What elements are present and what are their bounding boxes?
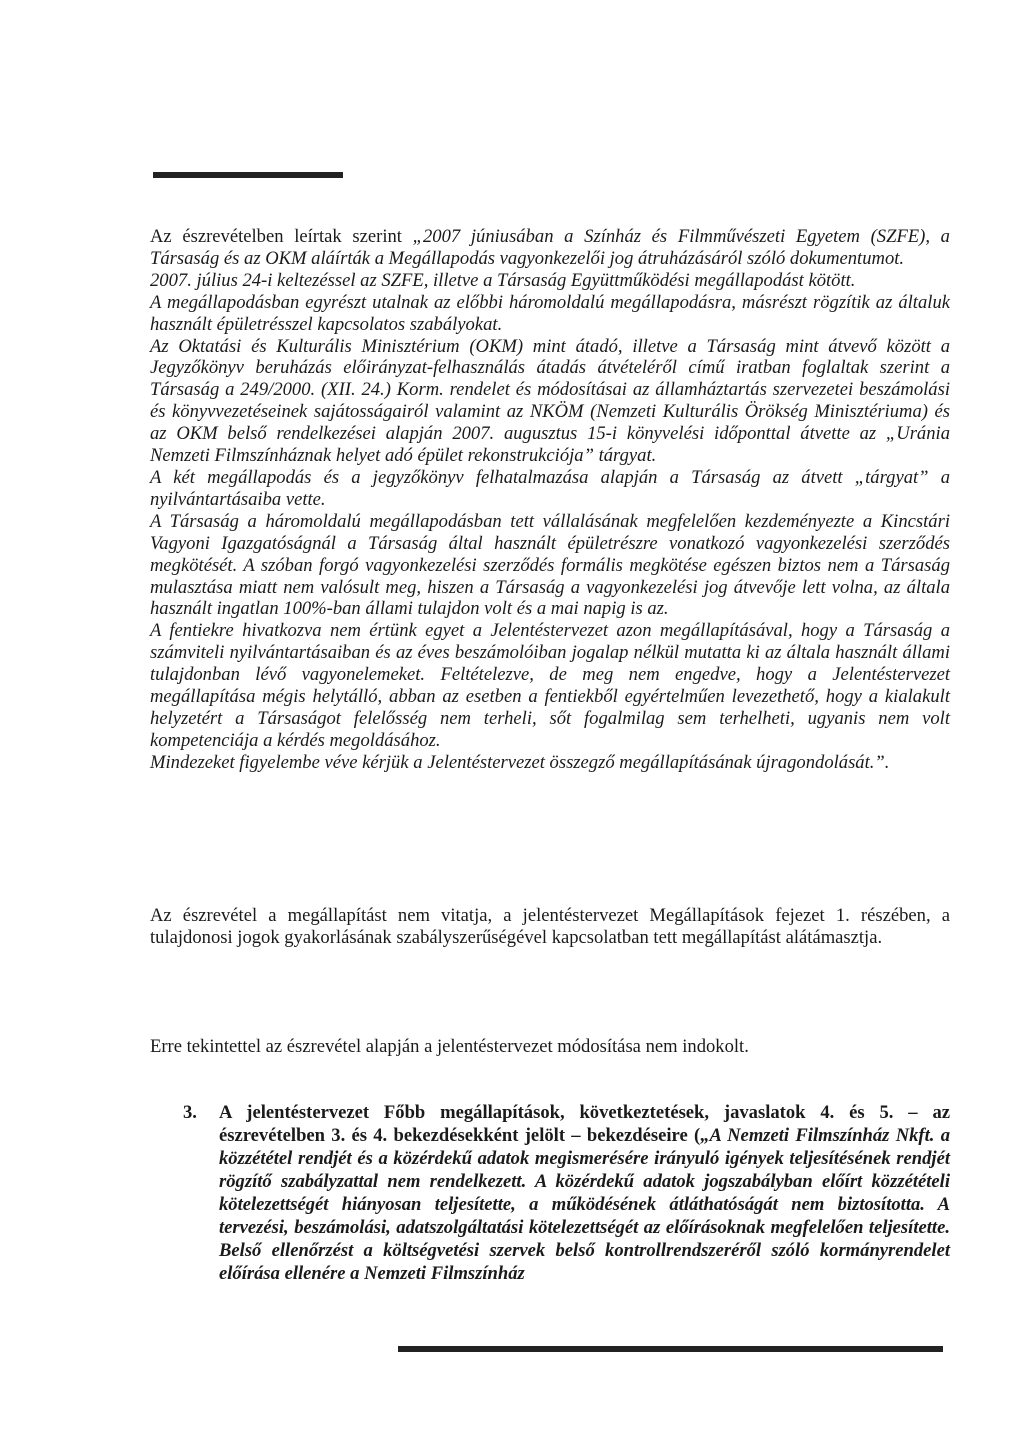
numbered-item-3: [183, 1101, 950, 1285]
top-separator-rule: [153, 172, 343, 178]
item-text: [219, 1101, 950, 1285]
item-number: 3.: [183, 1102, 197, 1123]
response-paragraph-1: Az észrevétel a megállapítást nem vitatja, a jelentéstervezet Megállapítások fejezet 1. részében, a tulajdonosi jogok gyakorlásának szabályszerűségével kapcsolatban tett megállapítást alátámasztja.: [150, 905, 950, 948]
quote-paragraph-6: A Társaság a háromoldalú megállapodásban tett vállalásának megfelelően kezdeményezte a Kincstári Vagyoni Igazgatóságnál a Társaság által használt épületrészre vonatkozó vagyonkezelési szerződés megkötését. A szóban forgó vagyonkezelési szerződés formális megkötése egészen biztos nem a Társaság mulasztása miatt nem valósult meg, hiszen a Társaság a vagyonkezelési jog átvevője lett volna, az általa használt ingatlan 100%-ban állami tulajdon volt és a mai napig is az.: [150, 510, 950, 620]
quote-paragraph-8: Mindezeket figyelembe véve kérjük a Jelentéstervezet összegző megállapításának újragondolását.”.: [150, 751, 890, 773]
quote-paragraph-7: A fentiekre hivatkozva nem értünk egyet a Jelentéstervezet azon megállapításával, hogy a Társaság a számviteli nyilvántartásaiban és az éves beszámolóiban jogalap nélkül mutatta ki az általa használt állami tulajdonban lévő vagyonelemeket. Feltételezve, de meg nem engedve, hogy a Jelentéstervezet megállapítása mégis helytálló, abban az esetben a fentiekből egyértelműen levezethető, hogy a kialakult helyzetért a Társaságot felelősség nem terheli, sőt fogalmilag sem terhelheti, ugyanis nem volt kompetenciája a kérdés megoldásához.: [150, 620, 950, 751]
quoted-comment-block: [150, 226, 950, 774]
quote-paragraph-4: Az Oktatási és Kulturális Minisztérium (OKM) mint átadó, illetve a Társaság mint átvevő között a Jegyzőkönyv beruházás előirányzat-felhasználás átadás átvételéről című iratban foglaltak szerint a Társaság a 249/2000. (XII. 24.) Korm. rendelet és módosításai az államháztartás szervezetei beszámolási és könyvvezetéseinek sajátosságairól valamint az NKÖM (Nemzeti Kulturális Örökség Minisztériuma) és az OKM belső rendelkezései alapján 2007. augusztus 15-i könyvelési időponttal átvette az „Uránia Nemzeti Filmszínháznak helyet adó épület rekonstrukciója” tárgyat.: [150, 335, 950, 467]
quote-paragraph-3: A megállapodásban egyrészt utalnak az előbbi háromoldalú megállapodásra, másrészt rögzítik az általuk használt épületrésszel kapcsolatos szabályokat.: [150, 291, 950, 335]
quote-paragraph-text: „2007 júniusában a Színház és Filmművészeti Egyetem (SZFE), a Társaság és az OKM aláírták a Megállapodás vagyonkezelői jog átruházásáról szóló dokumentumot.: [150, 226, 950, 269]
bottom-separator-rule: [398, 1346, 943, 1352]
response-block: [150, 905, 950, 949]
response-paragraph-2: Erre tekintettel az észrevétel alapján a jelentéstervezet módosítása nem indokolt.: [150, 1036, 749, 1057]
item-bold-text: A jelentéstervezet Főbb megállapítások, következtetések, javaslatok 4. és 5. – az észrevételben 3. és 4. bekezdésekként jelölt – bekezdéseire (: [219, 1102, 950, 1146]
quote-paragraph-2: 2007. július 24-i keltezéssel az SZFE, illetve a Társaság Együttműködési megállapodást kötött.: [150, 269, 856, 291]
quote-paragraph-1: [150, 226, 950, 270]
item-bold-italic-text: „A Nemzeti Filmszínház Nkft. a közzététel rendjét és a közérdekű adatok megismerésére irányuló igények teljesítésének rendjét rögzítő szabályzattal nem rendelkezett. A közérdekű adatok jogszabályban előírt közzétételi kötelezettségét hiányosan teljesítette, a működésének átláthatóságát nem biztosította. A tervezési, beszámolási, adatszolgáltatási kötelezettségét az előírásoknak megfelelően teljesítette. Belső ellenőrzést a költségvetési szervek belső kontrollrendszeréről szóló kormányrendelet előírása ellenére a Nemzeti Filmszínház: [219, 1125, 950, 1284]
quote-paragraph-5: A két megállapodás és a jegyzőkönyv felhatalmazása alapján a Társaság az átvett „tárgyat” a nyilvántartásaiba vette.: [150, 466, 950, 510]
quote-lead-text: Az észrevételben leírtak szerint: [150, 226, 402, 247]
